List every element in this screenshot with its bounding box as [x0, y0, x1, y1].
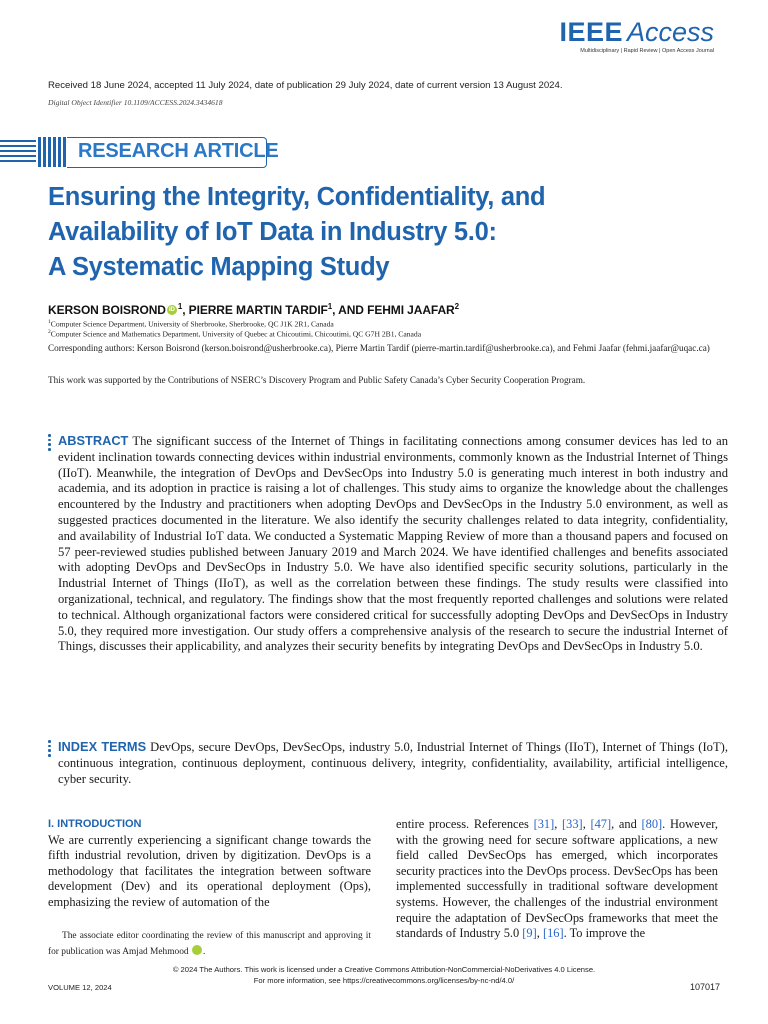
- title-line: Availability of IoT Data in Industry 5.0:: [48, 218, 497, 246]
- reference-link[interactable]: [33]: [562, 817, 583, 831]
- license-notice: [0, 964, 768, 986]
- editor-note-text: The associate editor coordinating the review of this manuscript and approving it for publication was Amjad Mehmood: [48, 931, 371, 957]
- paper-title: [48, 180, 728, 285]
- index-terms-dots-icon: [48, 740, 51, 759]
- banner-bars-icon: [38, 137, 68, 167]
- title-line: A Systematic Mapping Study: [48, 253, 390, 281]
- received-dates: Received 18 June 2024, accepted 11 July 2024, date of publication 29 July 2024, date of current version 13 August 2024.: [48, 80, 563, 91]
- editor-note: [48, 928, 371, 960]
- author-name: KERSON BOISROND: [48, 303, 166, 317]
- page-number: 107017: [689, 982, 720, 992]
- author-name: , PIERRE MARTIN TARDIF: [182, 303, 328, 317]
- intro-text: . However, with the growing need for secure software applications, a new field called DevSecOps has emerged, which incorporates security practices into the DevOps process. DevSecOps has been implemented successfully in traditional software development systems. However, the challenges of the industrial environment require the adaptation of DevSecOps frameworks that meet the standards of Industry 5.0: [396, 817, 718, 941]
- affiliation: [48, 329, 421, 339]
- affiliation-text: Computer Science and Mathematics Department, University of Quebec at Chicoutimi, Chicoutimi, QC G7H 2B1, Canada: [50, 329, 422, 339]
- banner-stripes-icon: [0, 140, 36, 164]
- doi: Digital Object Identifier 10.1109/ACCESS.2024.3434618: [48, 98, 223, 107]
- separator: ,: [536, 926, 543, 941]
- abstract-label: ABSTRACT: [58, 433, 129, 448]
- separator: , and: [611, 817, 642, 831]
- affiliation-number: 1: [48, 319, 51, 325]
- abstract-dots-icon: [48, 434, 51, 453]
- license-link[interactable]: For more information, see https://creativecommons.org/licenses/by-nc-nd/4.0/: [253, 976, 515, 985]
- affiliation-text: Computer Science Department, University of Sherbrooke, Sherbrooke, QC J1K 2R1, Canada: [50, 319, 334, 329]
- author-affil-sup: 2: [454, 302, 459, 311]
- funding-statement: This work was supported by the Contributions of NSERC’s Discovery Program and Public Safety Canada’s Cyber Security Cooperation Program.: [48, 375, 586, 385]
- ieee-access-logo: [559, 18, 714, 54]
- index-terms-label: INDEX TERMS: [58, 739, 147, 754]
- abstract-text: The significant success of the Internet of Things in facilitating connections among consumer devices has led to an evident inclination towards connecting devices within industrial environments, commonly known as the Industrial Internet of Things (IIoT). Meanwhile, the integration of DevOps and DevSecOps into Industry 5.0 is generating much interest in both industry and academia, and its adoption in practice is raising a lot of challenges. This study aims to organize the knowledge about the challenges encountered by the Industry and practitioners when adopting DevOps and DevSecOps in the Industry 5.0 environment, as well as suggested practices documented in the literature. We also identify the security challenges related to data integrity, confidentiality, and availability of Industrial IoT data. We conducted a Systematic Mapping Review of more than a thousand papers and focused on 57 peer-reviewed studies published between January 2019 and March 2024. We have identified challenges and benefits associated with adopting DevOps and DevSecOps in Industry 5.0. We have also identified specific security solutions, particularly in the Industrial Internet of Things (IIoT), as well as the correlation between these findings. The study results were classified into organizational, technical, and regulatory. The findings show that the most frequently reported challenges and solutions were related to technical. Although organizational factors were considered critical for successfully adopting DevOps and DevSecOps in Industry 5.0, they required more investigation. Our study offers a comprehensive analysis of the research to secure the industrial Internet of Things, discusses their applicability, and analyzes their security benefits by integrating DevOps and DevSecOps in Industry 5.0.: [58, 434, 728, 654]
- affiliation-number: 2: [48, 329, 51, 335]
- corresponding-authors: Corresponding authors: Kerson Boisrond (kerson.boisrond@usherbrooke.ca), Pierre Martin Tardif (pierre-martin.tardif@usherbrooke.ca), and Fehmi Jaafar (fehmi.jaafar@uqac.ca): [48, 343, 710, 353]
- author-name: , AND FEHMI JAAFAR: [332, 303, 455, 317]
- intro-text: . To improve the: [563, 926, 646, 941]
- logo-tagline: Multidisciplinary | Rapid Review | Open Access Journal: [580, 48, 714, 54]
- reference-link[interactable]: [9]: [522, 926, 537, 941]
- intro-text: entire process. References: [396, 817, 534, 831]
- logo-access: Access: [626, 17, 714, 47]
- abstract: [58, 433, 728, 655]
- reference-link[interactable]: [16]: [542, 926, 564, 941]
- title-line: Ensuring the Integrity, Confidentiality, and: [48, 183, 546, 211]
- left-column: [48, 817, 371, 911]
- article-type: RESEARCH ARTICLE: [78, 140, 279, 162]
- author-affil-sup: 1: [177, 302, 183, 311]
- volume-label: VOLUME 12, 2024: [48, 983, 112, 992]
- reference-link[interactable]: [47]: [590, 817, 612, 831]
- reference-link[interactable]: [80]: [641, 817, 663, 831]
- logo-ieee: IEEE: [559, 17, 623, 47]
- affiliation: [48, 319, 334, 329]
- index-terms-text: DevOps, secure DevOps, DevSecOps, industry 5.0, Industrial Internet of Things (IIoT), Internet of Things (IoT), continuous integration, continuous deployment, continuous delivery, integrity, confidentiality, availability, artificial intelligence, cyber security.: [58, 740, 728, 786]
- right-column: [396, 817, 718, 942]
- intro-paragraph: We are currently experiencing a significant change towards the fifth industrial revolution, driven by digitization. DevOps is a methodology that facilitates the integration between software development (Dev) and its operational deployment (Ops), emphasizing the review of automation of the: [48, 832, 371, 909]
- section-heading: I. INTRODUCTION: [48, 818, 142, 830]
- author-list: [48, 302, 459, 317]
- orcid-icon[interactable]: iD: [192, 945, 202, 955]
- license-line: © 2024 The Authors. This work is licensed under a Creative Commons Attribution-NonCommercial-NoDerivatives 4.0 License.: [172, 965, 596, 974]
- separator: ,: [554, 817, 563, 831]
- orcid-icon[interactable]: iD: [167, 305, 177, 315]
- author-affil-sup: 1: [327, 302, 333, 311]
- editor-note-end: .: [202, 947, 206, 957]
- separator: ,: [582, 817, 591, 831]
- index-terms: [58, 739, 728, 787]
- reference-link[interactable]: [31]: [533, 817, 555, 831]
